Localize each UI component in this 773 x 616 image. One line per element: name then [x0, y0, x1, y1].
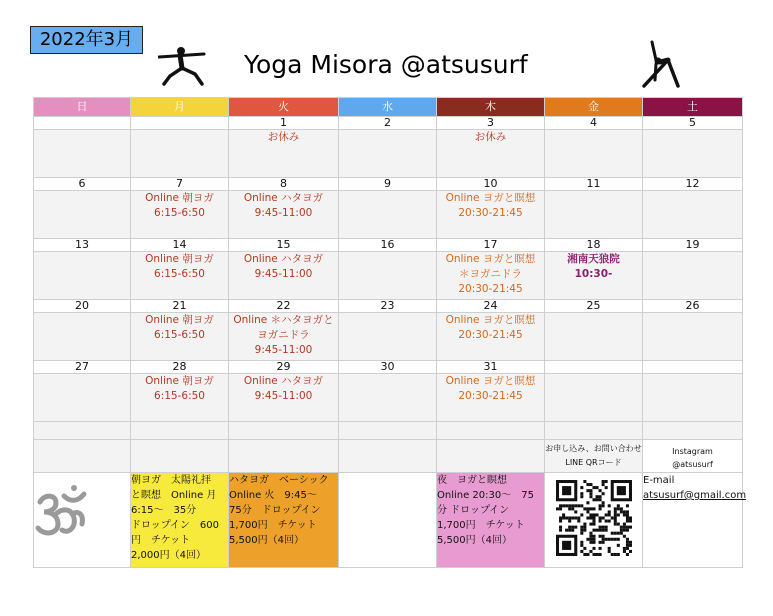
- blank-cell: [437, 440, 545, 473]
- event-line: 湘南天狼院: [567, 253, 620, 265]
- weekday-tue: 火: [229, 98, 339, 117]
- info-line: 5,500円（4回）: [229, 535, 304, 546]
- weekday-header-row: [34, 98, 743, 117]
- night-yoga-info: [437, 473, 545, 568]
- date-number-sun: 27: [34, 361, 131, 374]
- date-number-tue: 15: [229, 239, 339, 252]
- info-row: [34, 473, 743, 568]
- date-number-tue: 22: [229, 300, 339, 313]
- event-cell-tue: [229, 191, 339, 239]
- event-cell-wed: [339, 130, 437, 178]
- info-line: 2,000円（4回）: [131, 550, 206, 561]
- info-line: と瞑想 Online 月: [131, 490, 217, 501]
- blank-cell: [131, 422, 229, 440]
- event-line: Online ヨガと瞑想: [445, 375, 536, 387]
- weekday-wed: 水: [339, 98, 437, 117]
- date-number-wed: 23: [339, 300, 437, 313]
- month-badge: 2022年3月: [30, 26, 143, 54]
- event-cell-sat: [643, 252, 743, 300]
- info-line: 朝ヨガ 太陽礼拝: [131, 475, 211, 486]
- event-line: 10:30-: [574, 268, 613, 280]
- event-cell-fri: [545, 313, 643, 361]
- event-row: [34, 313, 743, 361]
- event-cell-fri: [545, 130, 643, 178]
- date-number-mon: [131, 117, 229, 130]
- event-line: Online ヨガと瞑想: [445, 314, 536, 326]
- event-row: [34, 252, 743, 300]
- event-line: Online ハタヨガ: [243, 253, 324, 265]
- event-cell-wed: [339, 191, 437, 239]
- email-cell[interactable]: [643, 473, 747, 568]
- qr-code-icon: [556, 480, 632, 556]
- event-cell-tue: [229, 252, 339, 300]
- event-cell-sat: [643, 191, 743, 239]
- yoga-triangle-icon: [638, 40, 682, 88]
- yoga-warrior-icon: [158, 46, 206, 86]
- info-line: Online 20:30〜 75: [437, 490, 534, 501]
- date-number-fri: 4: [545, 117, 643, 130]
- date-number-sun: 6: [34, 178, 131, 191]
- date-number-fri: [545, 361, 643, 374]
- date-number-sun: 13: [34, 239, 131, 252]
- event-line: ヨガニドラ: [257, 329, 310, 341]
- info-line: Online 火 9:45〜: [229, 490, 317, 501]
- event-line: Online 朝ヨガ: [145, 192, 214, 204]
- date-number-sat: 5: [643, 117, 743, 130]
- event-cell-fri: [545, 191, 643, 239]
- date-number-thu: 31: [437, 361, 545, 374]
- event-line: 6:15-6:50: [154, 329, 205, 341]
- blank-cell: [131, 440, 229, 473]
- calendar-table: [33, 97, 747, 568]
- event-line: Online 朝ヨガ: [145, 375, 214, 387]
- instagram-handle[interactable]: @atsusurf: [672, 460, 713, 469]
- date-row: [34, 361, 743, 374]
- event-cell-wed: [339, 313, 437, 361]
- event-line: Online 朝ヨガ: [145, 253, 214, 265]
- date-number-mon: 7: [131, 178, 229, 191]
- date-number-mon: 28: [131, 361, 229, 374]
- event-line: 9:45-11:00: [254, 344, 313, 356]
- date-number-wed: 9: [339, 178, 437, 191]
- event-cell-tue: [229, 313, 339, 361]
- blank-cell: [339, 422, 437, 440]
- info-line: 1,700円 チケット: [437, 520, 525, 531]
- info-line: 1,700円 チケット: [229, 520, 317, 531]
- blank-cell: [229, 440, 339, 473]
- date-number-wed: 16: [339, 239, 437, 252]
- weekday-sat: 土: [643, 98, 743, 117]
- date-number-sat: 12: [643, 178, 743, 191]
- weekday-fri: 金: [545, 98, 643, 117]
- event-cell-sun: [34, 191, 131, 239]
- event-cell-fri: [545, 374, 643, 422]
- info-line: ハタヨガ ベーシック: [229, 475, 329, 486]
- instagram-cell[interactable]: [643, 440, 743, 473]
- event-cell-wed: [339, 374, 437, 422]
- event-cell-mon: [131, 374, 229, 422]
- event-cell-sat: [643, 130, 743, 178]
- event-line: 9:45-11:00: [254, 390, 313, 402]
- date-number-tue: 29: [229, 361, 339, 374]
- event-cell-fri: [545, 252, 643, 300]
- event-cell-mon: [131, 191, 229, 239]
- info-line: 75分 ドロップイン: [229, 505, 321, 516]
- morning-yoga-info: [131, 473, 229, 568]
- event-cell-wed: [339, 252, 437, 300]
- date-number-thu: 24: [437, 300, 545, 313]
- blank-cell: [229, 422, 339, 440]
- blank-cell: [34, 422, 131, 440]
- date-number-fri: 11: [545, 178, 643, 191]
- event-line: Online ハタヨガ: [243, 375, 324, 387]
- event-line: Online ヨガと瞑想: [445, 192, 536, 204]
- date-number-thu: 3: [437, 117, 545, 130]
- blank-cell: [339, 440, 437, 473]
- event-line: 9:45-11:00: [254, 207, 313, 219]
- hatha-yoga-info: [229, 473, 339, 568]
- event-row: [34, 374, 743, 422]
- event-cell-mon: [131, 130, 229, 178]
- blank-cell: [643, 422, 743, 440]
- date-number-tue: 8: [229, 178, 339, 191]
- date-number-sat: [643, 361, 743, 374]
- event-cell-tue: [229, 130, 339, 178]
- event-cell-thu: [437, 130, 545, 178]
- event-line: 9:45-11:00: [254, 268, 313, 280]
- event-cell-thu: [437, 252, 545, 300]
- event-line: Online ＊ハタヨガと: [233, 314, 334, 326]
- info-line: 夜 ヨガと瞑想: [437, 475, 507, 486]
- event-cell-sat: [643, 374, 743, 422]
- contact-row: [34, 440, 743, 473]
- date-number-fri: 18: [545, 239, 643, 252]
- event-line: 20:30-21:45: [458, 283, 523, 295]
- date-number-thu: 17: [437, 239, 545, 252]
- date-number-wed: 30: [339, 361, 437, 374]
- email-label: E-mail: [643, 475, 675, 486]
- event-line: ＊ヨガニドラ: [459, 268, 522, 280]
- event-cell-mon: [131, 313, 229, 361]
- date-number-mon: 14: [131, 239, 229, 252]
- event-cell-mon: [131, 252, 229, 300]
- date-number-thu: 10: [437, 178, 545, 191]
- event-line: 6:15-6:50: [154, 268, 205, 280]
- om-symbol-icon: [34, 484, 88, 540]
- weekday-mon: 月: [131, 98, 229, 117]
- event-line: お休み: [474, 131, 507, 143]
- event-cell-sat: [643, 313, 743, 361]
- event-cell-thu: [437, 191, 545, 239]
- date-number-wed: 2: [339, 117, 437, 130]
- date-row: [34, 178, 743, 191]
- event-line: 20:30-21:45: [458, 329, 523, 341]
- weekday-thu: 木: [437, 98, 545, 117]
- info-line: 5,500円（4回）: [437, 535, 512, 546]
- info-line: 円 チケット: [131, 535, 191, 546]
- event-cell-sun: [34, 313, 131, 361]
- event-row: [34, 191, 743, 239]
- date-number-mon: 21: [131, 300, 229, 313]
- date-row: [34, 239, 743, 252]
- event-line: 6:15-6:50: [154, 207, 205, 219]
- email-link[interactable]: atsusurf@gmail.com: [643, 490, 747, 501]
- date-row: [34, 117, 743, 130]
- info-line: 分 ドロップイン: [437, 505, 510, 516]
- info-line: 6:15〜 35分: [131, 505, 197, 516]
- weekday-sun: 日: [34, 98, 131, 117]
- date-number-sat: 19: [643, 239, 743, 252]
- event-line: 20:30-21:45: [458, 207, 523, 219]
- event-row: [34, 130, 743, 178]
- blank-cell: [545, 422, 643, 440]
- blank-cell: [34, 440, 131, 473]
- date-number-sat: 26: [643, 300, 743, 313]
- event-line: 20:30-21:45: [458, 390, 523, 402]
- info-line: ドロップイン 600: [131, 520, 219, 531]
- event-line: 6:15-6:50: [154, 390, 205, 402]
- date-number-fri: 25: [545, 300, 643, 313]
- page-title: Yoga Misora @atsusurf: [244, 50, 528, 79]
- event-cell-sun: [34, 252, 131, 300]
- contact-note: お申し込み、お問い合わせ LINE QRコード: [545, 440, 643, 473]
- blank-cell: [437, 422, 545, 440]
- event-cell-thu: [437, 313, 545, 361]
- event-line: お休み: [267, 131, 300, 143]
- event-cell-tue: [229, 374, 339, 422]
- blank-cell: [339, 473, 437, 568]
- date-row: [34, 300, 743, 313]
- date-number-sun: 20: [34, 300, 131, 313]
- event-line: Online ハタヨガ: [243, 192, 324, 204]
- date-number-tue: 1: [229, 117, 339, 130]
- event-line: Online ヨガと瞑想: [445, 253, 536, 265]
- date-number-sun: [34, 117, 131, 130]
- event-cell-thu: [437, 374, 545, 422]
- event-cell-sun: [34, 130, 131, 178]
- instagram-label: Instagram: [672, 447, 713, 456]
- event-cell-sun: [34, 374, 131, 422]
- event-line: Online 朝ヨガ: [145, 314, 214, 326]
- spacer-row: [34, 422, 743, 440]
